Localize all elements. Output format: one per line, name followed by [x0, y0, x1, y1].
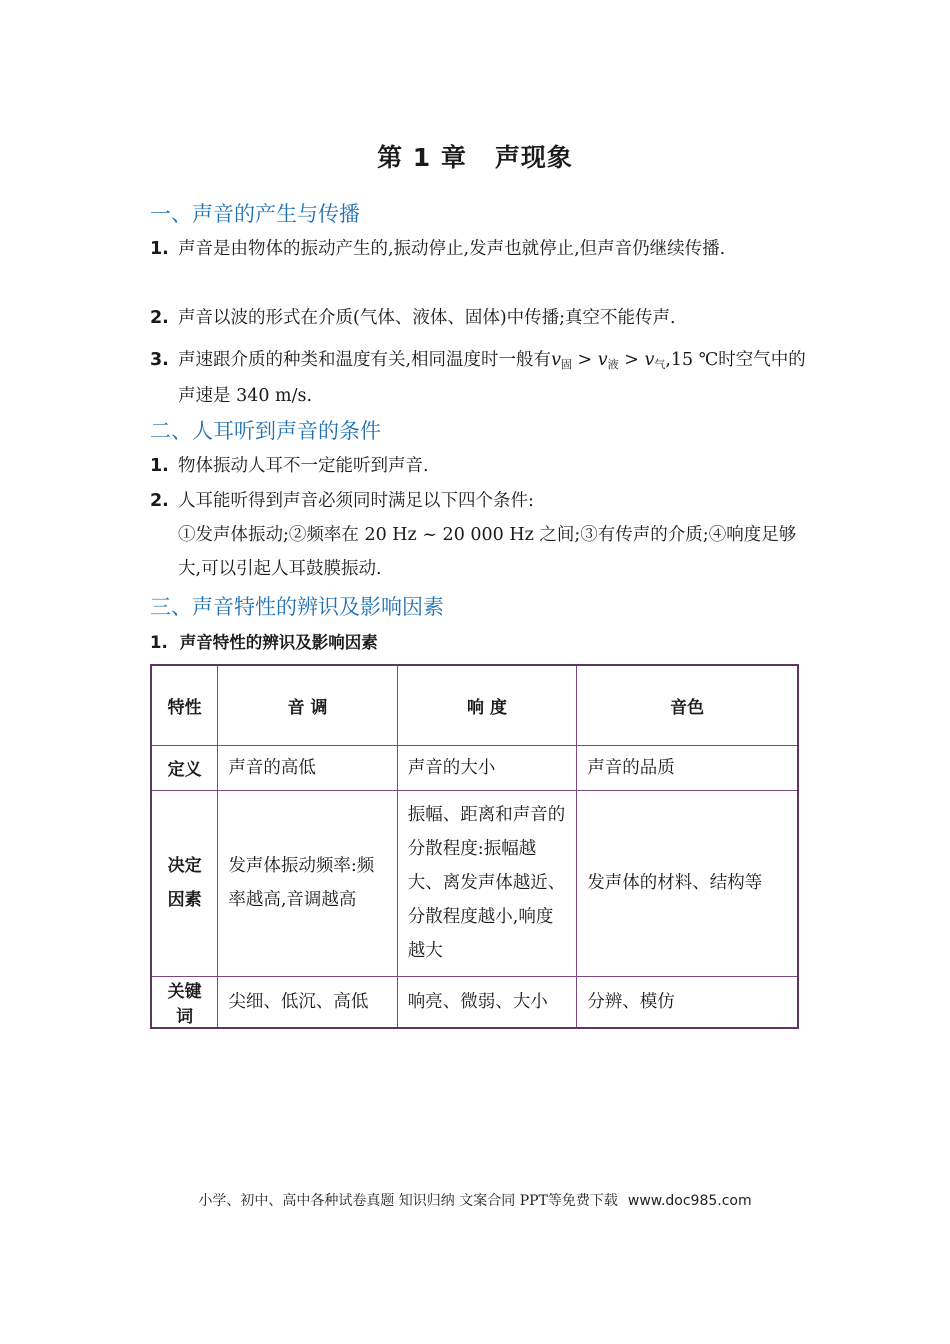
greater-than: > [571, 350, 598, 370]
chapter-name: 声现象 [494, 143, 573, 172]
table-caption [150, 629, 378, 657]
column-header: 音色 [577, 665, 798, 745]
footer-url[interactable]: www.doc985.com [627, 1193, 752, 1209]
item-conditions: ①发声体振动;②频率在 20 Hz ~ 20 000 Hz 之间;③有传声的介质;④响度足够大,可以引起人耳鼓膜振动. [178, 525, 797, 579]
row-header: 定义 [151, 745, 218, 790]
subscript-liquid: 液 [607, 358, 619, 371]
sound-properties-table [150, 664, 799, 1029]
list-item [150, 301, 810, 335]
table-row [151, 976, 798, 1028]
page-footer [0, 1190, 950, 1210]
item-number: 1. [150, 633, 168, 652]
page-title [0, 138, 950, 174]
section-heading-2: 二、人耳听到声音的条件 [150, 419, 381, 443]
subscript-solid: 固 [560, 358, 572, 371]
table-cell: 振幅、距离和声音的分散程度:振幅越大、离发声体越近、分散程度越小,响度越大 [397, 790, 576, 976]
item-text-a: 声速跟介质的种类和温度有关,相同温度时一般有 [178, 350, 552, 370]
item-text: 声音以波的形式在介质(气体、液体、固体)中传播;真空不能传声. [178, 308, 676, 328]
table-cell: 发声体振动频率:频率越高,音调越高 [218, 790, 397, 976]
velocity-symbol: v [551, 350, 561, 370]
velocity-symbol: v [644, 350, 655, 370]
table-header-row [151, 665, 798, 745]
item-number: 1. [150, 239, 169, 259]
item-text: 声音是由物体的振动产生的,振动停止,发声也就停止,但声音仍继续传播. [178, 239, 726, 259]
section-heading-1: 一、声音的产生与传播 [150, 202, 360, 226]
column-header: 音 调 [218, 665, 397, 745]
list-item [150, 232, 810, 266]
list-item [150, 484, 810, 586]
row-header: 关键词 [151, 976, 218, 1028]
table-cell: 尖细、低沉、高低 [218, 976, 397, 1028]
list-item [150, 449, 810, 483]
table-cell: 声音的高低 [218, 745, 397, 790]
table-row [151, 790, 798, 976]
table-cell: 声音的品质 [577, 745, 798, 790]
section-heading-3: 三、声音特性的辨识及影响因素 [150, 595, 444, 619]
row-header: 决定因素 [151, 790, 218, 976]
footer-text: 小学、初中、高中各种试卷真题 知识归纳 文案合同 PPT等免费下载 [198, 1193, 618, 1209]
table-cell: 发声体的材料、结构等 [577, 790, 798, 976]
list-item [150, 343, 810, 413]
item-text-b: ,15 ℃时空气中的声速是 340 m/s. [178, 350, 806, 406]
item-text: 人耳能听得到声音必须同时满足以下四个条件: [178, 491, 534, 511]
greater-than: > [618, 350, 645, 370]
table-row [151, 745, 798, 790]
item-number: 3. [150, 350, 169, 370]
table-cell: 响亮、微弱、大小 [397, 976, 576, 1028]
column-header: 特性 [151, 665, 218, 745]
caption-text: 声音特性的辨识及影响因素 [179, 633, 378, 652]
item-text [178, 343, 810, 413]
item-number: 1. [150, 456, 169, 476]
item-number: 2. [150, 491, 169, 511]
subscript-gas: 气 [654, 358, 666, 371]
chapter-number: 第 1 章 [377, 143, 467, 172]
item-number: 2. [150, 308, 169, 328]
column-header: 响 度 [397, 665, 576, 745]
table-cell: 分辨、模仿 [577, 976, 798, 1028]
item-text: 物体振动人耳不一定能听到声音. [178, 456, 429, 476]
table-cell: 声音的大小 [397, 745, 576, 790]
velocity-symbol: v [597, 350, 608, 370]
